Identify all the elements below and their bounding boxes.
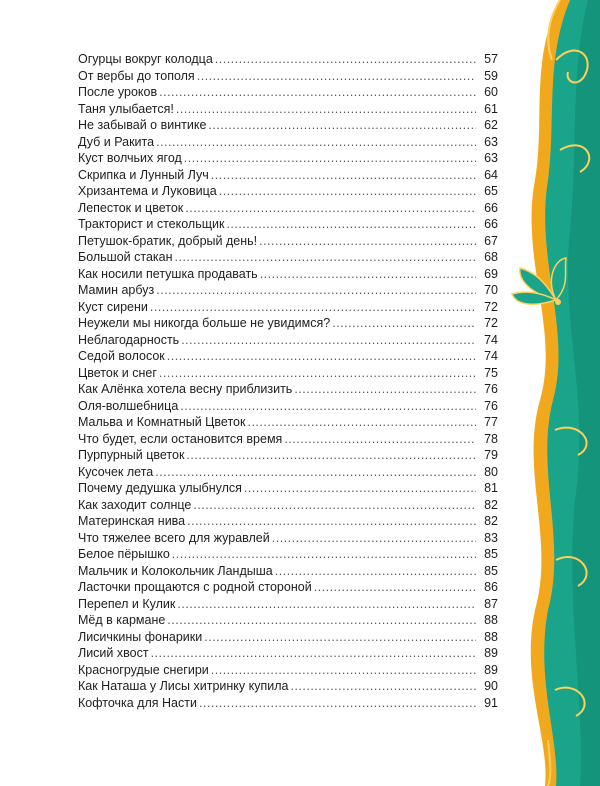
toc-dot-leader xyxy=(175,249,476,266)
toc-entry-page-number: 80 xyxy=(484,464,498,479)
toc-dot-leader xyxy=(159,84,476,101)
toc-entry-title: Огурцы вокруг колодца xyxy=(78,52,213,66)
toc-entry xyxy=(78,645,498,662)
toc-dot-leader xyxy=(155,464,476,481)
toc-entry-title: Как заходит солнце xyxy=(78,497,192,512)
toc-entry-title: Красногрудые снегири xyxy=(78,662,209,677)
toc-entry-page-number: 89 xyxy=(484,662,498,677)
toc-entry xyxy=(78,398,498,415)
toc-dot-leader xyxy=(167,348,476,365)
toc-entry xyxy=(78,365,498,382)
toc-dot-leader xyxy=(284,431,476,448)
toc-entry-title: Как носили петушка продавать xyxy=(78,266,258,281)
toc-dot-leader xyxy=(199,695,476,712)
toc-entry xyxy=(78,315,498,332)
toc-entry-title: Мёд в кармане xyxy=(78,613,166,627)
toc-entry-page-number: 63 xyxy=(484,151,498,165)
toc-entry-page-number: 83 xyxy=(484,530,498,545)
toc-entry-title: От вербы до тополя xyxy=(78,68,195,83)
toc-dot-leader xyxy=(151,645,476,662)
toc-entry xyxy=(78,84,498,101)
table-of-contents xyxy=(78,51,498,711)
toc-entry-page-number: 82 xyxy=(484,497,498,512)
toc-entry-title: Мальва и Комнатный Цветок xyxy=(78,415,246,429)
toc-entry xyxy=(78,464,498,481)
toc-entry-page-number: 57 xyxy=(484,52,498,66)
toc-entry-page-number: 74 xyxy=(484,349,498,363)
toc-dot-leader xyxy=(184,150,476,167)
toc-entry-page-number: 72 xyxy=(484,316,498,330)
toc-entry-page-number: 90 xyxy=(484,679,498,693)
toc-dot-leader xyxy=(275,563,476,580)
toc-dot-leader xyxy=(156,134,476,151)
toc-entry xyxy=(78,348,498,365)
toc-entry-title: Ласточки прощаются с родной стороной xyxy=(78,580,312,594)
toc-entry-page-number: 67 xyxy=(484,233,498,248)
toc-entry xyxy=(78,480,498,497)
toc-entry-title: Перепел и Кулик xyxy=(78,596,176,611)
toc-dot-leader xyxy=(314,579,476,596)
toc-entry-page-number: 89 xyxy=(484,646,498,660)
toc-entry xyxy=(78,183,498,200)
toc-entry xyxy=(78,612,498,629)
toc-entry-title: Цветок и снег xyxy=(78,365,157,380)
toc-entry-page-number: 85 xyxy=(484,547,498,561)
toc-entry xyxy=(78,431,498,448)
toc-entry-title: Неужели мы никогда больше не увидимся? xyxy=(78,316,331,330)
toc-entry-page-number: 60 xyxy=(484,85,498,99)
toc-entry xyxy=(78,332,498,349)
toc-dot-leader xyxy=(180,398,476,415)
toc-entry-title: Лепесток и цветок xyxy=(78,200,184,215)
toc-entry-page-number: 85 xyxy=(484,563,498,578)
toc-dot-leader xyxy=(185,200,476,217)
toc-entry-page-number: 86 xyxy=(484,580,498,594)
toc-entry xyxy=(78,530,498,547)
toc-dot-leader xyxy=(204,629,476,646)
toc-dot-leader xyxy=(272,530,476,547)
toc-dot-leader xyxy=(290,678,476,695)
toc-entry xyxy=(78,414,498,431)
toc-entry xyxy=(78,678,498,695)
toc-entry-title: Кусочек лета xyxy=(78,464,154,479)
toc-entry-page-number: 68 xyxy=(484,250,498,264)
toc-entry-title: Куст сирени xyxy=(78,299,148,314)
toc-entry-title: Таня улыбается! xyxy=(78,101,174,116)
toc-dot-leader xyxy=(193,497,476,514)
toc-entry-title: Оля-волшебница xyxy=(78,398,179,413)
toc-dot-leader xyxy=(211,662,476,679)
toc-entry xyxy=(78,447,498,464)
toc-entry-page-number: 66 xyxy=(484,200,498,215)
toc-entry-title: Седой волосок xyxy=(78,349,165,363)
toc-entry-page-number: 74 xyxy=(484,332,498,347)
toc-entry xyxy=(78,101,498,118)
toc-entry xyxy=(78,117,498,134)
toc-entry-page-number: 72 xyxy=(484,299,498,314)
toc-dot-leader xyxy=(176,101,476,118)
toc-entry-page-number: 88 xyxy=(484,629,498,644)
toc-dot-leader xyxy=(208,117,476,134)
toc-dot-leader xyxy=(211,167,476,184)
toc-entry-title: Как Наташа у Лисы хитринку купила xyxy=(78,679,289,693)
toc-entry xyxy=(78,513,498,530)
toc-entry xyxy=(78,546,498,563)
toc-entry xyxy=(78,563,498,580)
toc-entry-title: Мамин арбуз xyxy=(78,283,155,297)
toc-dot-leader xyxy=(159,365,476,382)
toc-entry-page-number: 59 xyxy=(484,68,498,83)
toc-entry xyxy=(78,249,498,266)
toc-entry-page-number: 87 xyxy=(484,596,498,611)
toc-entry xyxy=(78,233,498,250)
toc-entry-page-number: 70 xyxy=(484,283,498,297)
toc-entry-title: Пурпурный цветок xyxy=(78,448,185,462)
toc-entry-page-number: 61 xyxy=(484,101,498,116)
toc-dot-leader xyxy=(177,596,476,613)
toc-entry-page-number: 82 xyxy=(484,514,498,528)
toc-entry-title: Скрипка и Лунный Луч xyxy=(78,167,209,182)
toc-entry-title: Лисий хвост xyxy=(78,646,149,660)
toc-entry-title: Почему дедушка улыбнулся xyxy=(78,481,242,495)
toc-entry xyxy=(78,167,498,184)
toc-entry-title: Тракторист и стекольщик xyxy=(78,217,225,231)
toc-entry-title: Неблагодарность xyxy=(78,332,180,347)
toc-entry xyxy=(78,497,498,514)
toc-entry xyxy=(78,200,498,217)
toc-entry-page-number: 65 xyxy=(484,184,498,198)
toc-entry-title: После уроков xyxy=(78,85,158,99)
toc-entry-title: Белое пёрышко xyxy=(78,547,170,561)
toc-dot-leader xyxy=(219,183,476,200)
toc-entry-title: Куст волчьих ягод xyxy=(78,151,182,165)
toc-dot-leader xyxy=(172,546,476,563)
toc-entry-title: Как Алёнка хотела весну приблизить xyxy=(78,382,293,396)
toc-dot-leader xyxy=(247,414,476,431)
toc-entry-title: Лисичкины фонарики xyxy=(78,629,203,644)
toc-dot-leader xyxy=(150,299,476,316)
toc-dot-leader xyxy=(332,315,476,332)
toc-entry xyxy=(78,381,498,398)
toc-entry-title: Не забывай о винтике xyxy=(78,118,207,132)
toc-dot-leader xyxy=(181,332,476,349)
toc-entry-page-number: 81 xyxy=(484,481,498,495)
toc-entry-title: Мальчик и Колокольчик Ландыша xyxy=(78,563,273,578)
toc-entry-page-number: 66 xyxy=(484,217,498,231)
toc-dot-leader xyxy=(244,480,476,497)
toc-entry-page-number: 75 xyxy=(484,365,498,380)
toc-entry xyxy=(78,150,498,167)
toc-entry-page-number: 88 xyxy=(484,613,498,627)
toc-dot-leader xyxy=(186,447,476,464)
toc-entry xyxy=(78,68,498,85)
toc-entry-page-number: 76 xyxy=(484,382,498,396)
toc-entry xyxy=(78,134,498,151)
toc-entry-title: Хризантема и Луковица xyxy=(78,184,217,198)
toc-entry-page-number: 76 xyxy=(484,398,498,413)
toc-entry xyxy=(78,299,498,316)
toc-entry-page-number: 91 xyxy=(484,695,498,710)
toc-dot-leader xyxy=(294,381,476,398)
toc-dot-leader xyxy=(167,612,476,629)
toc-entry xyxy=(78,266,498,283)
toc-entry-title: Что тяжелее всего для журавлей xyxy=(78,530,270,545)
toc-entry xyxy=(78,629,498,646)
toc-entry-title: Кофточка для Насти xyxy=(78,695,197,710)
toc-dot-leader xyxy=(187,513,476,530)
toc-entry xyxy=(78,51,498,68)
toc-entry-title: Петушок-братик, добрый день! xyxy=(78,233,258,248)
toc-entry xyxy=(78,695,498,712)
toc-dot-leader xyxy=(156,282,476,299)
toc-entry-title: Большой стакан xyxy=(78,250,173,264)
toc-dot-leader xyxy=(215,51,476,68)
toc-entry-page-number: 79 xyxy=(484,448,498,462)
toc-entry-title: Дуб и Ракита xyxy=(78,134,155,149)
toc-entry-page-number: 64 xyxy=(484,167,498,182)
toc-entry-title: Что будет, если остановится время xyxy=(78,431,283,446)
toc-entry xyxy=(78,596,498,613)
toc-entry-page-number: 63 xyxy=(484,134,498,149)
toc-entry xyxy=(78,579,498,596)
toc-entry-page-number: 78 xyxy=(484,431,498,446)
toc-dot-leader xyxy=(197,68,476,85)
toc-entry xyxy=(78,662,498,679)
toc-entry xyxy=(78,216,498,233)
toc-dot-leader xyxy=(259,233,476,250)
toc-entry-page-number: 62 xyxy=(484,118,498,132)
toc-dot-leader xyxy=(226,216,476,233)
toc-entry-title: Материнская нива xyxy=(78,514,186,528)
toc-entry-page-number: 77 xyxy=(484,415,498,429)
toc-entry xyxy=(78,282,498,299)
toc-dot-leader xyxy=(260,266,476,283)
toc-entry-page-number: 69 xyxy=(484,266,498,281)
